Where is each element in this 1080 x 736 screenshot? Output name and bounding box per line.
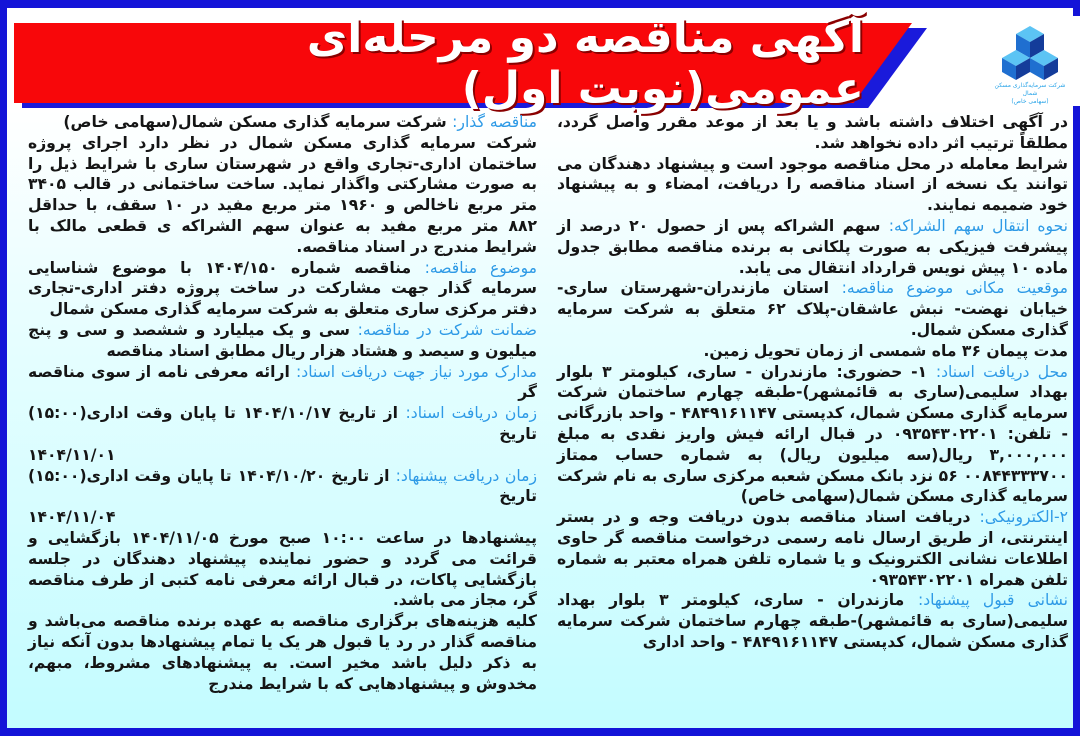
share-transfer-label: نحوه انتقال سهم الشراکه:: [888, 216, 1068, 235]
docs-time-label: زمان دریافت اسناد:: [405, 404, 538, 423]
logo-caption: شرکت سرمایه‌گذاری مسکن شمال (سهامی خاص): [994, 82, 1066, 105]
docs-time-value: از تاریخ ۱۴۰۴/۱۰/۱۷ تا پایان وقت اداری(۱۵:۰۰) تاریخ: [28, 404, 537, 443]
docs-place-label: محل دریافت اسناد:: [935, 362, 1068, 381]
bid-time-end-date: ۱۴۰۴/۱۱/۰۴: [28, 508, 116, 527]
bid-address-label: نشانی قبول پیشنهاد:: [917, 591, 1068, 610]
electronic-receipt: [557, 507, 1068, 590]
intro-paragraph: شرکت سرمایه گذاری مسکن شمال در نظر دارد اجرای پروژه ساختمان اداری-تجاری واقع در شهرستان ساری با شرایط ذیل را به صورت مشارکتی واگذار نماید. ساخت ساختمانی در قالب ۳۴۰۵ متر مربع ناخالص و ۱۹۶۰ متر مربع مفید در ۱۰ سقف، با حداقل ۸۸۲ متر مربع مفید به عنوان سهم الشراکه ی قطعی مالک با شرایط مندرج در اسناد مناقصه.: [28, 133, 537, 256]
tenderer: [28, 112, 537, 133]
costs-paragraph: کلیه هزینه‌های برگزاری مناقصه به عهده برنده مناقصه می‌باشد و مناقصه گذار در رد یا قبول هر یک یا تمام پیشنهادها بدون آنکه نیاز به ذکر دلیل باشد مخیر است. به پیشنهادهای مشروط، مبهم، مخدوش و پیشنهادهایی که با شرایط مندرج: [28, 612, 537, 693]
bid-receipt-time: [28, 466, 537, 508]
guarantee-value: سی و یک میلیارد و ششصد و سی و پنج میلیون و سیصد و هشتاد هزار ریال مطابق اسناد مناقصه: [28, 320, 537, 360]
documents-place: [557, 362, 1068, 508]
required-docs-value: ارائه معرفی نامه از سوی مناقصه گر: [28, 362, 537, 402]
bid-time-value: از تاریخ ۱۴۰۴/۱۰/۲۰ تا پایان وقت اداری(۱۵:۰۰) تاریخ: [28, 466, 537, 506]
terms-paragraph: شرایط معامله در محل مناقصه موجود است و پیشنهاد دهندگان می توانند یک نسخه از اسناد مناقصه را دریافت، امضاء و به پیشنهاد خود ضمیمه نمایند.: [557, 154, 1068, 215]
share-transfer: [557, 216, 1068, 278]
location-label: موقعیت مکانی موضوع مناقصه:: [841, 279, 1068, 298]
tenderer-label: مناقصه گذار:: [452, 113, 537, 131]
title-banner: [14, 12, 919, 114]
bid-address: [557, 590, 1068, 652]
content-columns: [14, 112, 1080, 736]
required-docs-label: مدارک مورد نیاز جهت دریافت اسناد:: [296, 362, 537, 381]
bid-time-label: زمان دریافت پیشنهاد:: [395, 466, 537, 485]
docs-time-end-date: ۱۴۰۴/۱۱/۰۱: [28, 445, 116, 464]
left-column: [547, 112, 1080, 736]
documents-receipt-time: [28, 403, 537, 445]
electronic-value: دریافت اسناد مناقصه بدون دریافت وجه و در بستر اینترنتی، از طریق ارسال نامه رسمی درخواست مناقصه گر حاوی اطلاعات نشانی الکترونیک و یا شماره تلفن همراه معتبر به شماره تلفن همراه ۰۹۳۵۴۳۰۲۲۰۱: [557, 508, 1068, 589]
continuation-paragraph: در آگهی اختلاف داشته باشد و یا بعد از موعد مقرر واصل گردد، مطلقاً ترتیب اثر داده نخواهد شد.: [557, 113, 1068, 152]
subject-label: موضوع مناقصه:: [424, 258, 538, 277]
guarantee-label: ضمانت شرکت در مناقصه:: [357, 320, 538, 339]
tender-subject: [28, 258, 537, 320]
share-transfer-value: سهم الشراکه پس از حصول ۲۰ درصد از پیشرفت فیزیکی به صورت پلکانی به برنده مناقصه مطابق جدول ماده ۱۰ پیش نویس قرارداد انتقال می یابد.: [557, 216, 1068, 277]
page-title: آگهی مناقصه دو مرحله‌ای عمومی(نوبت اول): [306, 12, 864, 114]
header: [14, 12, 1080, 114]
electronic-label: ۲-الکترونیکی:: [979, 508, 1068, 527]
contract-duration: مدت پیمان ۳۶ ماه شمسی از زمان تحویل زمین.: [703, 341, 1068, 360]
tenderer-value: شرکت سرمایه گذاری مسکن شمال(سهامی خاص): [63, 113, 447, 131]
participation-guarantee: [28, 320, 537, 362]
opening-paragraph: پیشنهادها در ساعت ۱۰:۰۰ صبح مورخ ۱۴۰۴/۱۱/۰۵ بازگشایی و قرائت می گردد و حضور نماینده پیشنهاد دهندگان در جلسه بازگشایی پاکات، در قبال ارائه معرفی نامه کتبی از طرف مناقصه گر، مجاز می باشد.: [28, 528, 538, 610]
company-logo: [994, 24, 1066, 104]
location-value: استان مازندران-شهرستان ساری- خیابان نهضت- نبش عاشقان-پلاک ۶۲ متعلق به شرکت سرمایه گذاری مسکن شمال.: [557, 279, 1068, 339]
bid-address-value: مازندران - ساری، کیلومتر ۳ بلوار بهداد سلیمی(ساری به قائمشهر)-طبقه چهارم ساختمان شرکت سرمایه گذاری مسکن شمال، کدپستی ۴۸۴۹۱۶۱۱۴۷ - واحد اداری: [557, 591, 1068, 651]
right-column: [14, 112, 547, 736]
docs-place-value: ۱- حضوری: مازندران - ساری، کیلومتر ۳ بلوار بهداد سلیمی(ساری به قائمشهر)-طبقه چهارم ساختمان شرکت سرمایه گذاری مسکن شمال، کدپستی ۴۸۴۹۱۶۱۱۴۷ - واحد بازرگانی - تلفن: ۰۹۳۵۴۳۰۲۲۰۱ در قبال ارائه فیش واریز نقدی به مبلغ ۳,۰۰۰,۰۰۰ ریال(سه میلیون ریال) به شماره حساب ممتاز ۰۰۸۴۴۳۳۳۷۰۰ ۵۶ نزد بانک مسکن شعبه مرکزی ساری به نام شرکت سرمایه گذاری مسکن شمال(سهامی خاص): [557, 362, 1069, 506]
three-cubes-logo-icon: [994, 24, 1066, 82]
subject-value: مناقصه شماره ۱۴۰۴/۱۵۰ با موضوع شناسایی سرمایه گذار جهت مشارکت در ساخت پروژه دفتر اداری-تجاری دفتر مرکزی ساری متعلق به شرکت سرمایه گذاری مسکن شمال: [28, 258, 537, 319]
tender-location: [557, 278, 1068, 340]
required-documents: [28, 362, 537, 404]
